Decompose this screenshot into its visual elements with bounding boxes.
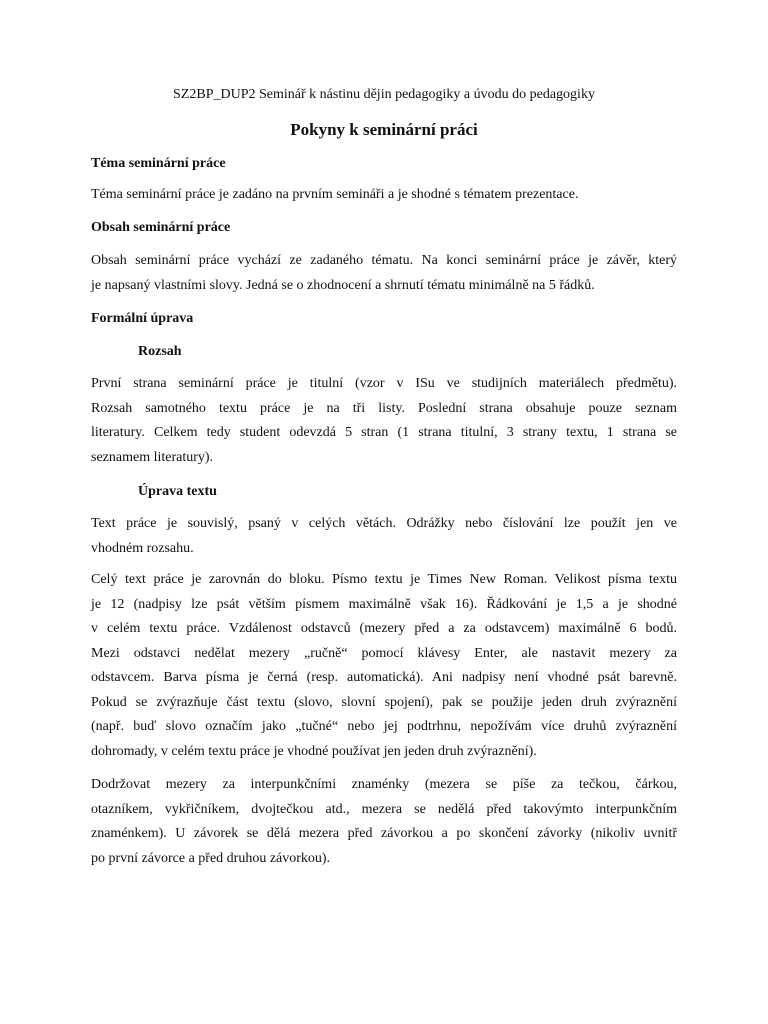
- text-line: odstavcem. Barva písma je černá (resp. automatická). Ani nadpisy není vhodné psát barevně.: [91, 670, 677, 685]
- text-line: je napsaný vlastními slovy. Jedná se o zhodnocení a shrnutí tématu minimálně na 5 řádků.: [91, 277, 595, 293]
- text-line: Rozsah samotného textu práce je na tři listy. Poslední strana obsahuje pouze seznam: [91, 400, 677, 416]
- text-line: Dodržovat mezery za interpunkčními znaménky (mezera se píše za tečkou, čárkou,: [91, 777, 677, 792]
- paragraph-text-1: [91, 512, 677, 561]
- heading-scope: Rozsah: [138, 344, 182, 359]
- paragraph-scope: [91, 372, 677, 470]
- heading-content: Obsah seminární práce: [91, 220, 231, 235]
- text-line: Téma seminární práce je zadáno na prvním semináři a je shodné s tématem prezentace.: [91, 187, 579, 202]
- heading-text-format: Úprava textu: [138, 484, 217, 499]
- text-line: otazníkem, vykřičníkem, dvojtečkou atd., mezera se nedělá před takovýmto interpunkčním: [91, 801, 677, 817]
- text-line: znaménkem). U závorek se dělá mezera před závorkou a po skončení závorky (nikoliv uvnitř: [91, 826, 677, 841]
- text-line: po první závorce a před druhou závorkou).: [91, 850, 331, 866]
- text-line: První strana seminární práce je titulní (vzor v ISu ve studijních materiálech předmětu).: [91, 376, 677, 391]
- text-line: literatury. Celkem tedy student odevzdá 5 stran (1 strana titulní, 3 strany textu, 1 strana se: [91, 425, 677, 440]
- text-line: Celý text práce je zarovnán do bloku. Písmo textu je Times New Roman. Velikost písma textu: [91, 572, 677, 587]
- paragraph-text-3: [91, 773, 677, 871]
- paragraph-content: [91, 249, 677, 298]
- paragraph-text-2: [91, 568, 677, 764]
- text-line: seznamem literatury).: [91, 449, 214, 465]
- course-line: SZ2BP_DUP2 Seminář k nástinu dějin pedagogiky a úvodu do pedagogiky: [173, 87, 595, 102]
- heading-formal: Formální úprava: [91, 311, 194, 326]
- text-line: Mezi odstavci nedělat mezery „ručně“ pomocí klávesy Enter, ale nastavit mezery za: [91, 645, 677, 661]
- text-line: (např. buď slovo označím jako „tučné“ nebo jej podtrhnu, nepožívám více druhů zvýraznění: [91, 719, 677, 734]
- text-line: vhodném rozsahu.: [91, 540, 194, 556]
- text-line: v celém textu práce. Vzdálenost odstavců (mezery před a za odstavcem) maximálně 6 bodů.: [91, 621, 677, 636]
- text-line: je 12 (nadpisy lze psát větším písmem maximálně však 16). Řádkování je 1,5 a je shodné: [91, 596, 677, 612]
- text-line: Text práce je souvislý, psaný v celých větách. Odrážky nebo číslování lze použít jen ve: [91, 516, 677, 531]
- text-line: dohromady, v celém textu práce je vhodné používat jen jeden druh zvýraznění).: [91, 743, 537, 759]
- document-title: Pokyny k seminární práci: [290, 120, 478, 139]
- heading-topic: Téma seminární práce: [91, 156, 226, 171]
- paragraph-topic: [91, 183, 677, 208]
- text-line: Pokud se zvýrazňuje část textu (slovo, slovní spojení), pak se použije jeden druh zvýraznění: [91, 694, 677, 710]
- text-line: Obsah seminární práce vychází ze zadaného tématu. Na konci seminární práce je závěr, který: [91, 253, 677, 268]
